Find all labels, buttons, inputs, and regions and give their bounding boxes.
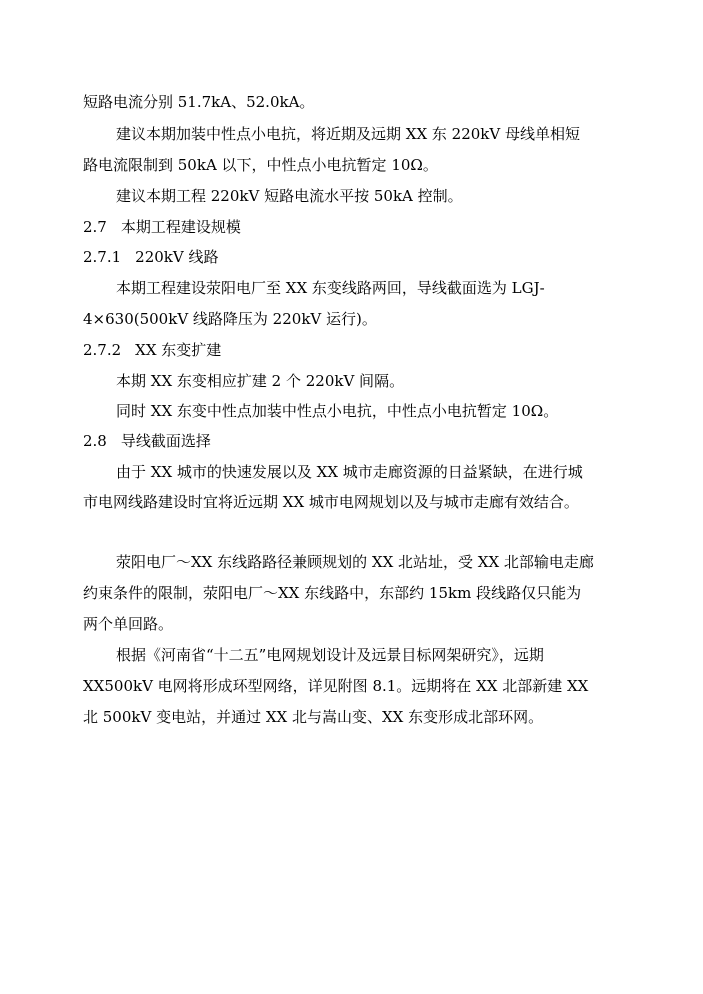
section-heading-2-7-2	[83, 340, 221, 360]
section-number: 2.7	[83, 218, 107, 236]
paragraph-line: 市电网线路建设时宜将近远期 XX 城市电网规划以及与城市走廊有效结合。	[83, 493, 579, 511]
section-heading-2-7-1	[83, 247, 219, 267]
section-title: 导线截面选择	[120, 432, 211, 450]
paragraph-line: 两个单回路。	[83, 615, 174, 633]
paragraph-line: 北 500kV 变电站，并通过 XX 北与嵩山变、XX 东变形成北部环网。	[83, 708, 544, 726]
paragraph-line: 根据《河南省“十二五”电网规划设计及远景目标网架研究》，远期	[116, 646, 544, 664]
paragraph-line: 本期工程建设荥阳电厂至 XX 东变线路两回，导线截面选为 LGJ-	[116, 279, 545, 297]
paragraph-line: 路电流限制到 50kA 以下，中性点小电抗暂定 10Ω。	[83, 156, 438, 174]
section-number: 2.8	[83, 432, 107, 450]
section-number: 2.7.2	[83, 341, 122, 359]
section-title: 220kV 线路	[135, 248, 219, 266]
paragraph-line: 由于 XX 城市的快速发展以及 XX 城市走廊资源的日益紧缺，在进行城	[116, 463, 583, 481]
paragraph-line: 建议本期加装中性点小电抗，将近期及远期 XX 东 220kV 母线单相短	[116, 125, 580, 143]
paragraph-line: 短路电流分别 51.7kA、52.0kA。	[83, 93, 315, 111]
paragraph-line: 本期 XX 东变相应扩建 2 个 220kV 间隔。	[116, 372, 405, 390]
section-number: 2.7.1	[83, 248, 122, 266]
section-title: XX 东变扩建	[135, 341, 222, 359]
section-heading-2-8	[83, 431, 211, 451]
paragraph-line: 同时 XX 东变中性点加装中性点小电抗，中性点小电抗暂定 10Ω。	[116, 402, 559, 420]
section-title: 本期工程建设规模	[120, 218, 241, 236]
paragraph-line: 约束条件的限制，荥阳电厂～XX 东线路中，东部约 15km 段线路仅只能为	[83, 584, 582, 602]
paragraph-line: 荥阳电厂～XX 东线路路径兼顾规划的 XX 北站址，受 XX 北部输电走廊	[116, 553, 594, 571]
paragraph-line: 4×630(500kV 线路降压为 220kV 运行)。	[83, 310, 377, 328]
section-heading-2-7	[83, 217, 241, 237]
paragraph-line: XX500kV 电网将形成环型网络，详见附图 8.1。远期将在 XX 北部新建 XX	[83, 677, 589, 695]
paragraph-line: 建议本期工程 220kV 短路电流水平按 50kA 控制。	[116, 187, 463, 205]
